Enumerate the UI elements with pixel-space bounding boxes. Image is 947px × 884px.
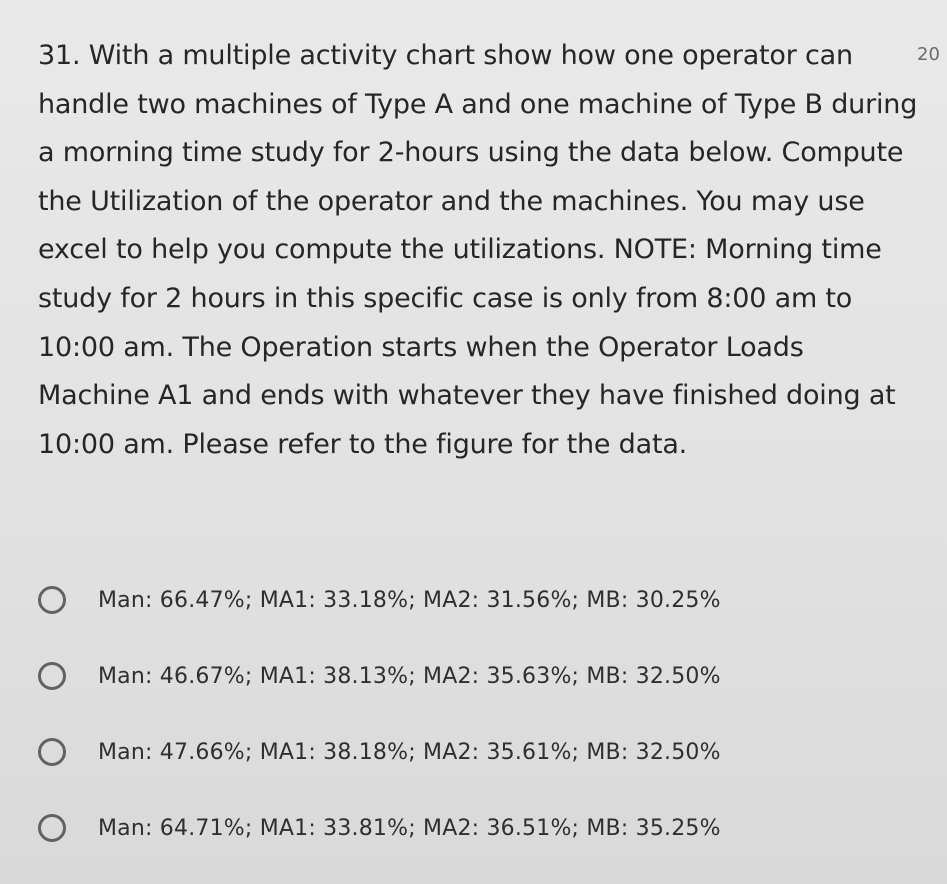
question-text: 31. With a multiple activity chart show how one operator can handle two machines of Type A and one machine of Type B during a morning time study for 2-hours using the data below. Compute the Utilization of the operator and the machines. You may use excel to help you compute the utilizations. NOTE: Morning time study for 2 hours in this specific case is only from 8:00 am to 10:00 am. The Operation starts when the Operator Loads Machine A1 and ends with whatever they have finished doing at 10:00 am. Please refer to the figure for the data. bbox=[38, 40, 918, 460]
answer-option-label: Man: 46.67%; MA1: 38.13%; MA2: 35.63%; MB: 32.50% bbox=[98, 663, 721, 689]
radio-button-icon[interactable] bbox=[38, 586, 66, 614]
answer-option-2[interactable] bbox=[38, 638, 918, 714]
points-value: 20 bbox=[917, 44, 940, 65]
answer-option-label: Man: 64.71%; MA1: 33.81%; MA2: 36.51%; MB: 35.25% bbox=[98, 815, 721, 841]
radio-button-icon[interactable] bbox=[38, 814, 66, 842]
answer-option-1[interactable] bbox=[38, 562, 918, 638]
radio-button-icon[interactable] bbox=[38, 738, 66, 766]
radio-button-icon[interactable] bbox=[38, 662, 66, 690]
answer-option-label: Man: 66.47%; MA1: 33.18%; MA2: 31.56%; MB: 30.25% bbox=[98, 587, 721, 613]
answer-options bbox=[38, 562, 918, 866]
answer-option-3[interactable] bbox=[38, 714, 918, 790]
answer-option-label: Man: 47.66%; MA1: 38.18%; MA2: 35.61%; MB: 32.50% bbox=[98, 739, 721, 765]
answer-option-4[interactable] bbox=[38, 790, 918, 866]
